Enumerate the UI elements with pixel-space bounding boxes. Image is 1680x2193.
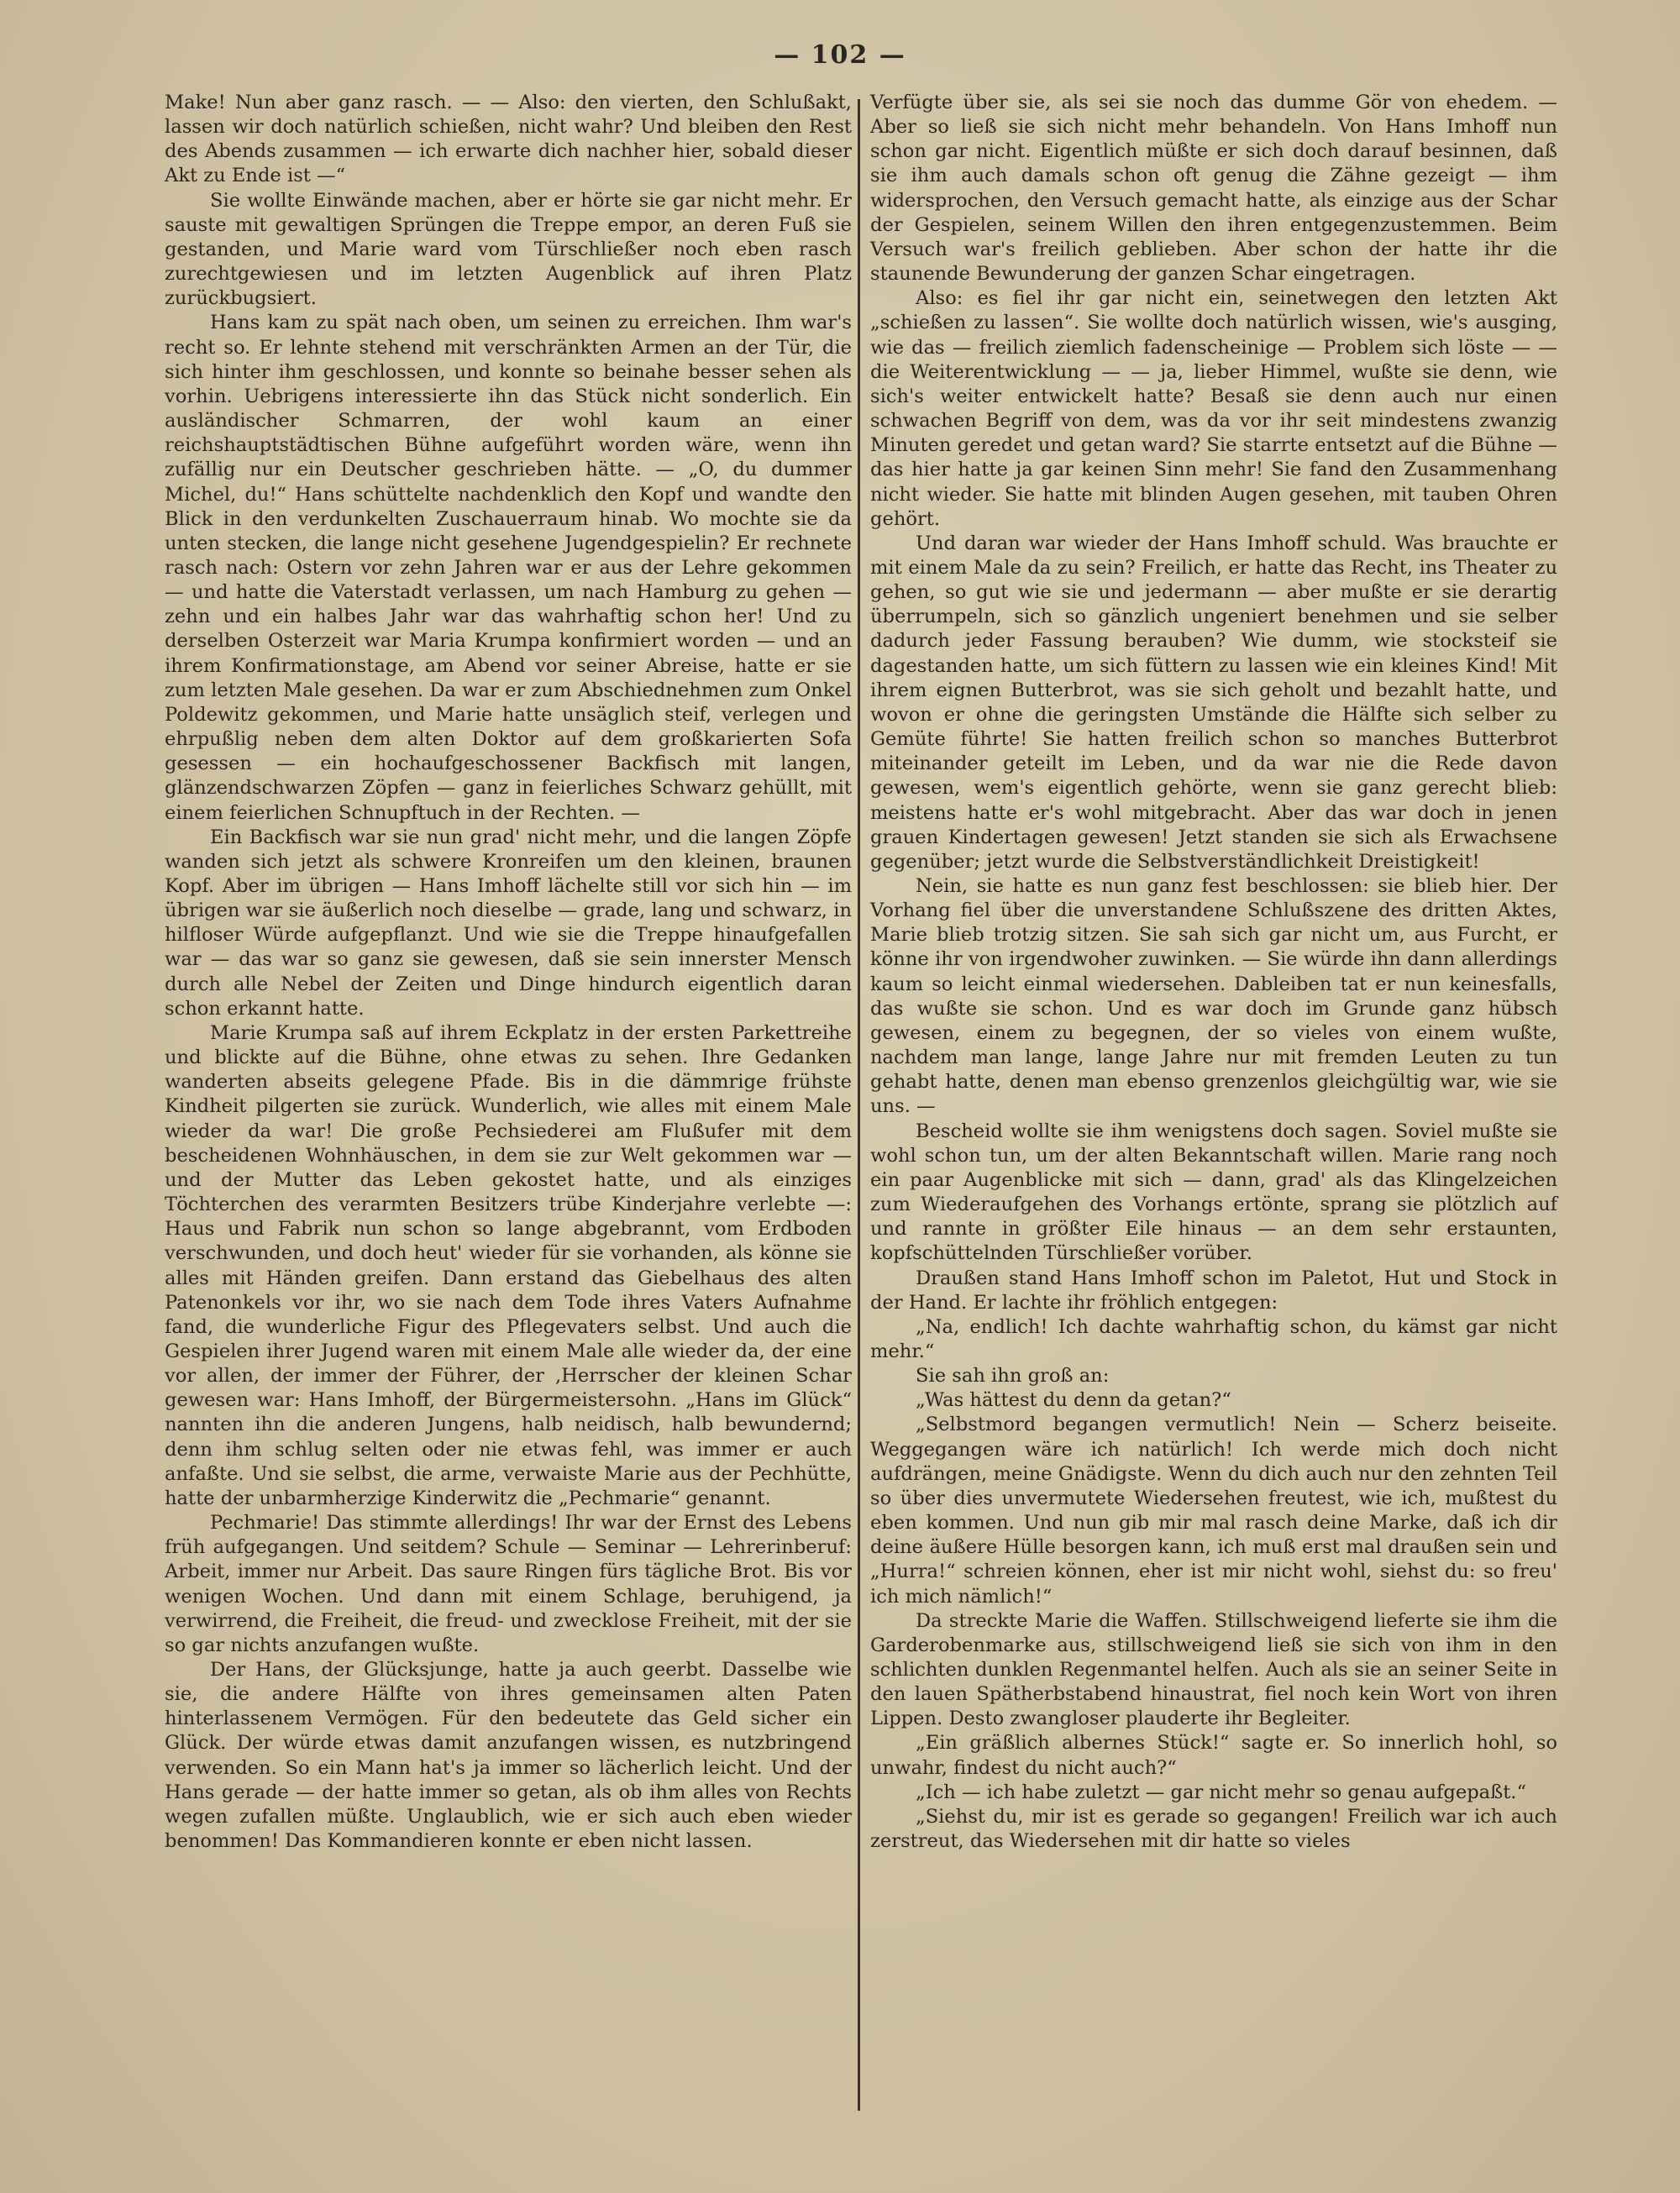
page-number: — 102 — [774,40,906,70]
paragraph: Bescheid wollte sie ihm wenigstens doch sagen. Soviel mußte sie wohl schon tun, um der alten Bekanntschaft willen. Marie rang noch ein paar Augenblicke mit sich — dann, grad' als das Klingelzeichen zum Wiederaufgehen des Vorhangs ertönte, sprang sie plötzlich auf und rannte in größter Eile hinaus — an dem sehr erstaunten, kopfschüttelnden Türschließer vorüber. [870,1120,1557,1265]
paragraph: Sie wollte Einwände machen, aber er hörte sie gar nicht mehr. Er sauste mit gewaltigen Sprüngen die Treppe empor, an deren Fuß sie gestanden, und Marie ward vom Türschließer noch eben rasch zurechtgewiesen und im letzten Augenblick auf ihren Platz zurückbugsiert. [165,189,852,310]
paragraph: Verfügte über sie, als sei sie noch das dumme Gör von ehedem. — Aber so ließ sie sich nicht mehr behandeln. Von Hans Imhoff nun schon gar nicht. Eigentlich müßte er sich doch darauf besinnen, daß sie ihm auch damals schon oft genug die Zähne gezeigt — ihm widersprochen, den Versuch gemacht hatte, als einzige aus der Schar der Gespielen, seinem Willen den ihren entgegenzustemmen. Beim Versuch war's freilich geblieben. Aber schon der hatte ihr die staunende Bewunderung der ganzen Schar eingetragen. [870,92,1557,286]
paragraph: Und daran war wieder der Hans Imhoff schuld. Was brauchte er mit einem Male da zu sein? Freilich, er hatte das Recht, ins Theater zu gehen, so gut wie sie und jedermann — aber mußte er sie derartig überrumpeln, sich so gänzlich ungeniert benehmen und sie selber dadurch jeder Fassung berauben? Wie dumm, wie stocksteif sie dagestanden hatte, um sich füttern zu lassen wie ein kleines Kind! Mit ihrem eignen Butterbrot, was sie sich geholt und bezahlt hatte, und wovon er ohne die geringsten Umstände die Hälfte sich selber zu Gemüte führte! Sie hatten freilich schon so manches Butterbrot miteinander geteilt im Leben, und da war nie die Rede davon gewesen, wem's eigentlich gehörte, wenn sie ganz gerecht blieb: meistens hatte er's wohl mitgebracht. Aber das war doch in jenen grauen Kindertagen gewesen! Jetzt standen sie sich als Erwachsene gegenüber; jetzt wurde die Selbstverständlichkeit Dreistigkeit! [870,532,1557,873]
paragraph: Ein Backfisch war sie nun grad' nicht mehr, und die langen Zöpfe wanden sich jetzt als schwere Kronreifen um den kleinen, braunen Kopf. Aber im übrigen — Hans Imhoff lächelte still vor sich hin — im übrigen war sie äußerlich noch dieselbe — grade, lang und schwarz, in hilfloser Würde aufgepflanzt. Und wie sie die Treppe hinaufgefallen war — das war so ganz sie gewesen, daß sie sein innerster Mensch durch alle Nebel der Zeiten und Dinge hindurch eigentlich daran schon erkannt hatte. [165,826,852,1020]
paragraph: „Selbstmord begangen vermutlich! Nein — Scherz beiseite. Weggegangen wäre ich natürlich! Ich werde mich doch nicht aufdrängen, meine Gnädigste. Wenn du dich auch nur den zehnten Teil so über dies unvermutete Wiedersehen freutest, wie ich, mußtest du eben kommen. Und nun gib mir mal rasch deine Marke, daß ich dir deine äußere Hülle besorgen kann, ich muß erst mal draußen sein und „Hurra!“ schreien können, eher ist mir nicht wohl, siehst du: so freu' ich mich nämlich!“ [870,1414,1557,1608]
paragraph: Sie sah ihn groß an: [916,1365,1110,1388]
paragraph: Pechmarie! Das stimmte allerdings! Ihr war der Ernst des Lebens früh aufgegangen. Und seitdem? Schule — Seminar — Lehrerinberuf: Arbeit, immer nur Arbeit. Das saure Ringen fürs tägliche Brot. Bis vor wenigen Wochen. Und dann mit einem Schlage, beruhigend, ja verwirrend, die Freiheit, die freud- und zwecklose Freiheit, mit der sie so gar nichts anzufangen wußte. [165,1512,852,1656]
paragraph: „Na, endlich! Ich dachte wahrhaftig schon, du kämst gar nicht mehr.“ [870,1315,1557,1362]
paragraph: Hans kam zu spät nach oben, um seinen zu erreichen. Ihm war's recht so. Er lehnte stehend mit verschränkten Armen an der Tür, die sich hinter ihm geschlossen, und konnte so beinahe besser sehen als vorhin. Uebrigens interessierte ihn das Stück nicht sonderlich. Ein ausländischer Schmarren, der wohl kaum an einer reichshauptstädtischen Bühne aufgeführt worden wäre, wenn ihn zufällig nur ein Deutscher geschrieben hätte. — „O, du dummer Michel, du!“ Hans schüttelte nachdenklich den Kopf und wandte den Blick in den verdunkelten Zuschauerraum hinab. Wo mochte sie da unten stecken, die lange nicht gesehene Jugendgespielin? Er rechnete rasch nach: Ostern vor zehn Jahren war er aus der Lehre gekommen — und hatte die Vaterstadt verlassen, um nach Hamburg zu gehen — zehn und ein halbes Jahr war das wahrhaftig schon her! Und zu derselben Osterzeit war Maria Krumpa konfirmiert worden — und an ihrem Konfirmationstage, am Abend vor seiner Abreise, hatte er sie zum letzten Male gesehen. Da war er zum Abschiednehmen zum Onkel Poldewitz gekommen, und Marie hatte unsäglich steif, verlegen und ehrpußlig neben dem alten Doktor auf dem großkarierten Sofa gesessen — ein hochaufgeschossener Backfisch mit langen, glänzendschwarzen Zöpfen — ganz in feierliches Schwarz gehüllt, mit einem feierlichen Schnupftuch in der Rechten. — [165,312,852,824]
paragraph: Draußen stand Hans Imhoff schon im Paletot, Hut und Stock in der Hand. Er lachte ihr fröhlich entgegen: [870,1267,1557,1314]
right-column [870,91,1557,1854]
paragraph: Nein, sie hatte es nun ganz fest beschlossen: sie blieb hier. Der Vorhang fiel über die unverstandene Schlußszene des dritten Aktes, Marie blieb trotzig sitzen. Sie sah sich gar nicht um, aus Furcht, er könne ihr von irgendwoher zuwinken. — Sie würde ihn dann allerdings kaum so leicht einmal wiedersehen. Dableiben tat er nun keinesfalls, das wußte sie schon. Und es war doch im Grunde ganz hübsch gewesen, einem zu begegnen, der so vieles von einem wußte, nachdem man lange, lange Jahre nur mit fremden Leuten zu tun gehabt hatte, denen man ebenso grenzenlos gleichgültig war, wie sie uns. — [870,875,1557,1118]
column-divider [858,99,860,2111]
paragraph: „Ich — ich habe zuletzt — gar nicht mehr so genau aufgepaßt.“ [916,1781,1527,1803]
paragraph: Marie Krumpa saß auf ihrem Eckplatz in der ersten Parkettreihe und blickte auf die Bühne, ohne etwas zu sehen. Ihre Gedanken wanderten abseits gelegene Pfade. Bis in die dämmrige frühste Kindheit pilgerten sie zurück. Wunderlich, wie alles mit einem Male wieder da war! Die große Pechsiederei am Flußufer mit dem bescheidenen Wohnhäuschen, in dem sie zur Welt gekommen war — und der Mutter das Leben gekostet hatte, und als einziges Töchterchen des verarmten Besitzers trübe Kinderjahre verlebte —: Haus und Fabrik nun schon so lange abgebrannt, vom Erdboden verschwunden, und doch heut' wieder für sie vorhanden, als könne sie alles mit Händen greifen. Dann erstand das Giebelhaus des alten Patenonkels vor ihr, wo sie nach dem Tode ihres Vaters Aufnahme fand, die wunderliche Figur des Pflegevaters selbst. Und auch die Gespielen ihrer Jugend waren mit einem Male alle wieder da, der eine vor allen, der immer der Führer, der ,Herrscher der kleinen Schar gewesen war: Hans Imhoff, der Bürgermeistersohn. „Hans im Glück“ nannten ihn die anderen Jungens, halb neidisch, halb bewundernd; denn ihm schlug selten oder nie etwas fehl, was immer er auch anfaßte. Und sie selbst, die arme, verwaiste Marie aus der Pechhütte, hatte der unbarmherzige Kinderwitz die „Pechmarie“ genannt. [165,1021,852,1509]
paragraph: „Was hättest du denn da getan?“ [916,1389,1231,1412]
paragraph: „Ein gräßlich albernes Stück!“ sagte er. So innerlich hohl, so unwahr, findest du nicht auch?“ [870,1732,1557,1779]
left-column [165,91,852,1854]
paragraph: „Siehst du, mir ist es gerade so gegangen! Freilich war ich auch zerstreut, das Wiedersehen mit dir hatte so vieles [870,1805,1557,1853]
paragraph: Also: es fiel ihr gar nicht ein, seinetwegen den letzten Akt „schießen zu lassen“. Sie wollte doch natürlich wissen, wie's ausging, wie das — freilich ziemlich fadenscheinige — Problem sich löste — — die Weiterentwicklung — — ja, lieber Himmel, wußte sie denn, wie sich's weiter entwickelt hatte? Besaß sie denn auch nur einen schwachen Begriff von dem, was da vor ihr seit mindestens zwanzig Minuten geredet und getan ward? Sie starrte entsetzt auf die Bühne — das hier hatte ja gar keinen Sinn mehr! Sie fand den Zusammenhang nicht wieder. Sie hatte mit blinden Augen gesehen, mit tauben Ohren gehört. [870,287,1557,530]
paragraph: Da streckte Marie die Waffen. Stillschweigend lieferte sie ihm die Garderobenmarke aus, stillschweigend ließ sie sich von ihm in den schlichten dunklen Regenmantel helfen. Auch als sie an seiner Seite in den lauen Spätherbstabend hinaustrat, fiel noch kein Wort von ihren Lippen. Desto zwangloser plauderte ihr Begleiter. [870,1609,1557,1730]
paragraph: Der Hans, der Glücksjunge, hatte ja auch geerbt. Dasselbe wie sie, die andere Hälfte von ihres gemeinsamen alten Paten hinterlassenem Vermögen. Für den bedeutete das Geld sicher ein Glück. Der würde etwas damit anzufangen wissen, es nutzbringend verwenden. So ein Mann hat's ja immer so lächerlich leicht. Und der Hans gerade — der hatte immer so getan, als ob ihm alles von Rechts wegen zufallen müßte. Unglaublich, wie er sich auch eben wieder benommen! Das Kommandieren konnte er eben nicht lassen. [165,1659,852,1853]
paragraph: Make! Nun aber ganz rasch. — — Also: den vierten, den Schlußakt, lassen wir doch natürlich schießen, nicht wahr? Und bleiben den Rest des Abends zusammen — ich erwarte dich nachher hier, sobald dieser Akt zu Ende ist —“ [165,92,852,187]
